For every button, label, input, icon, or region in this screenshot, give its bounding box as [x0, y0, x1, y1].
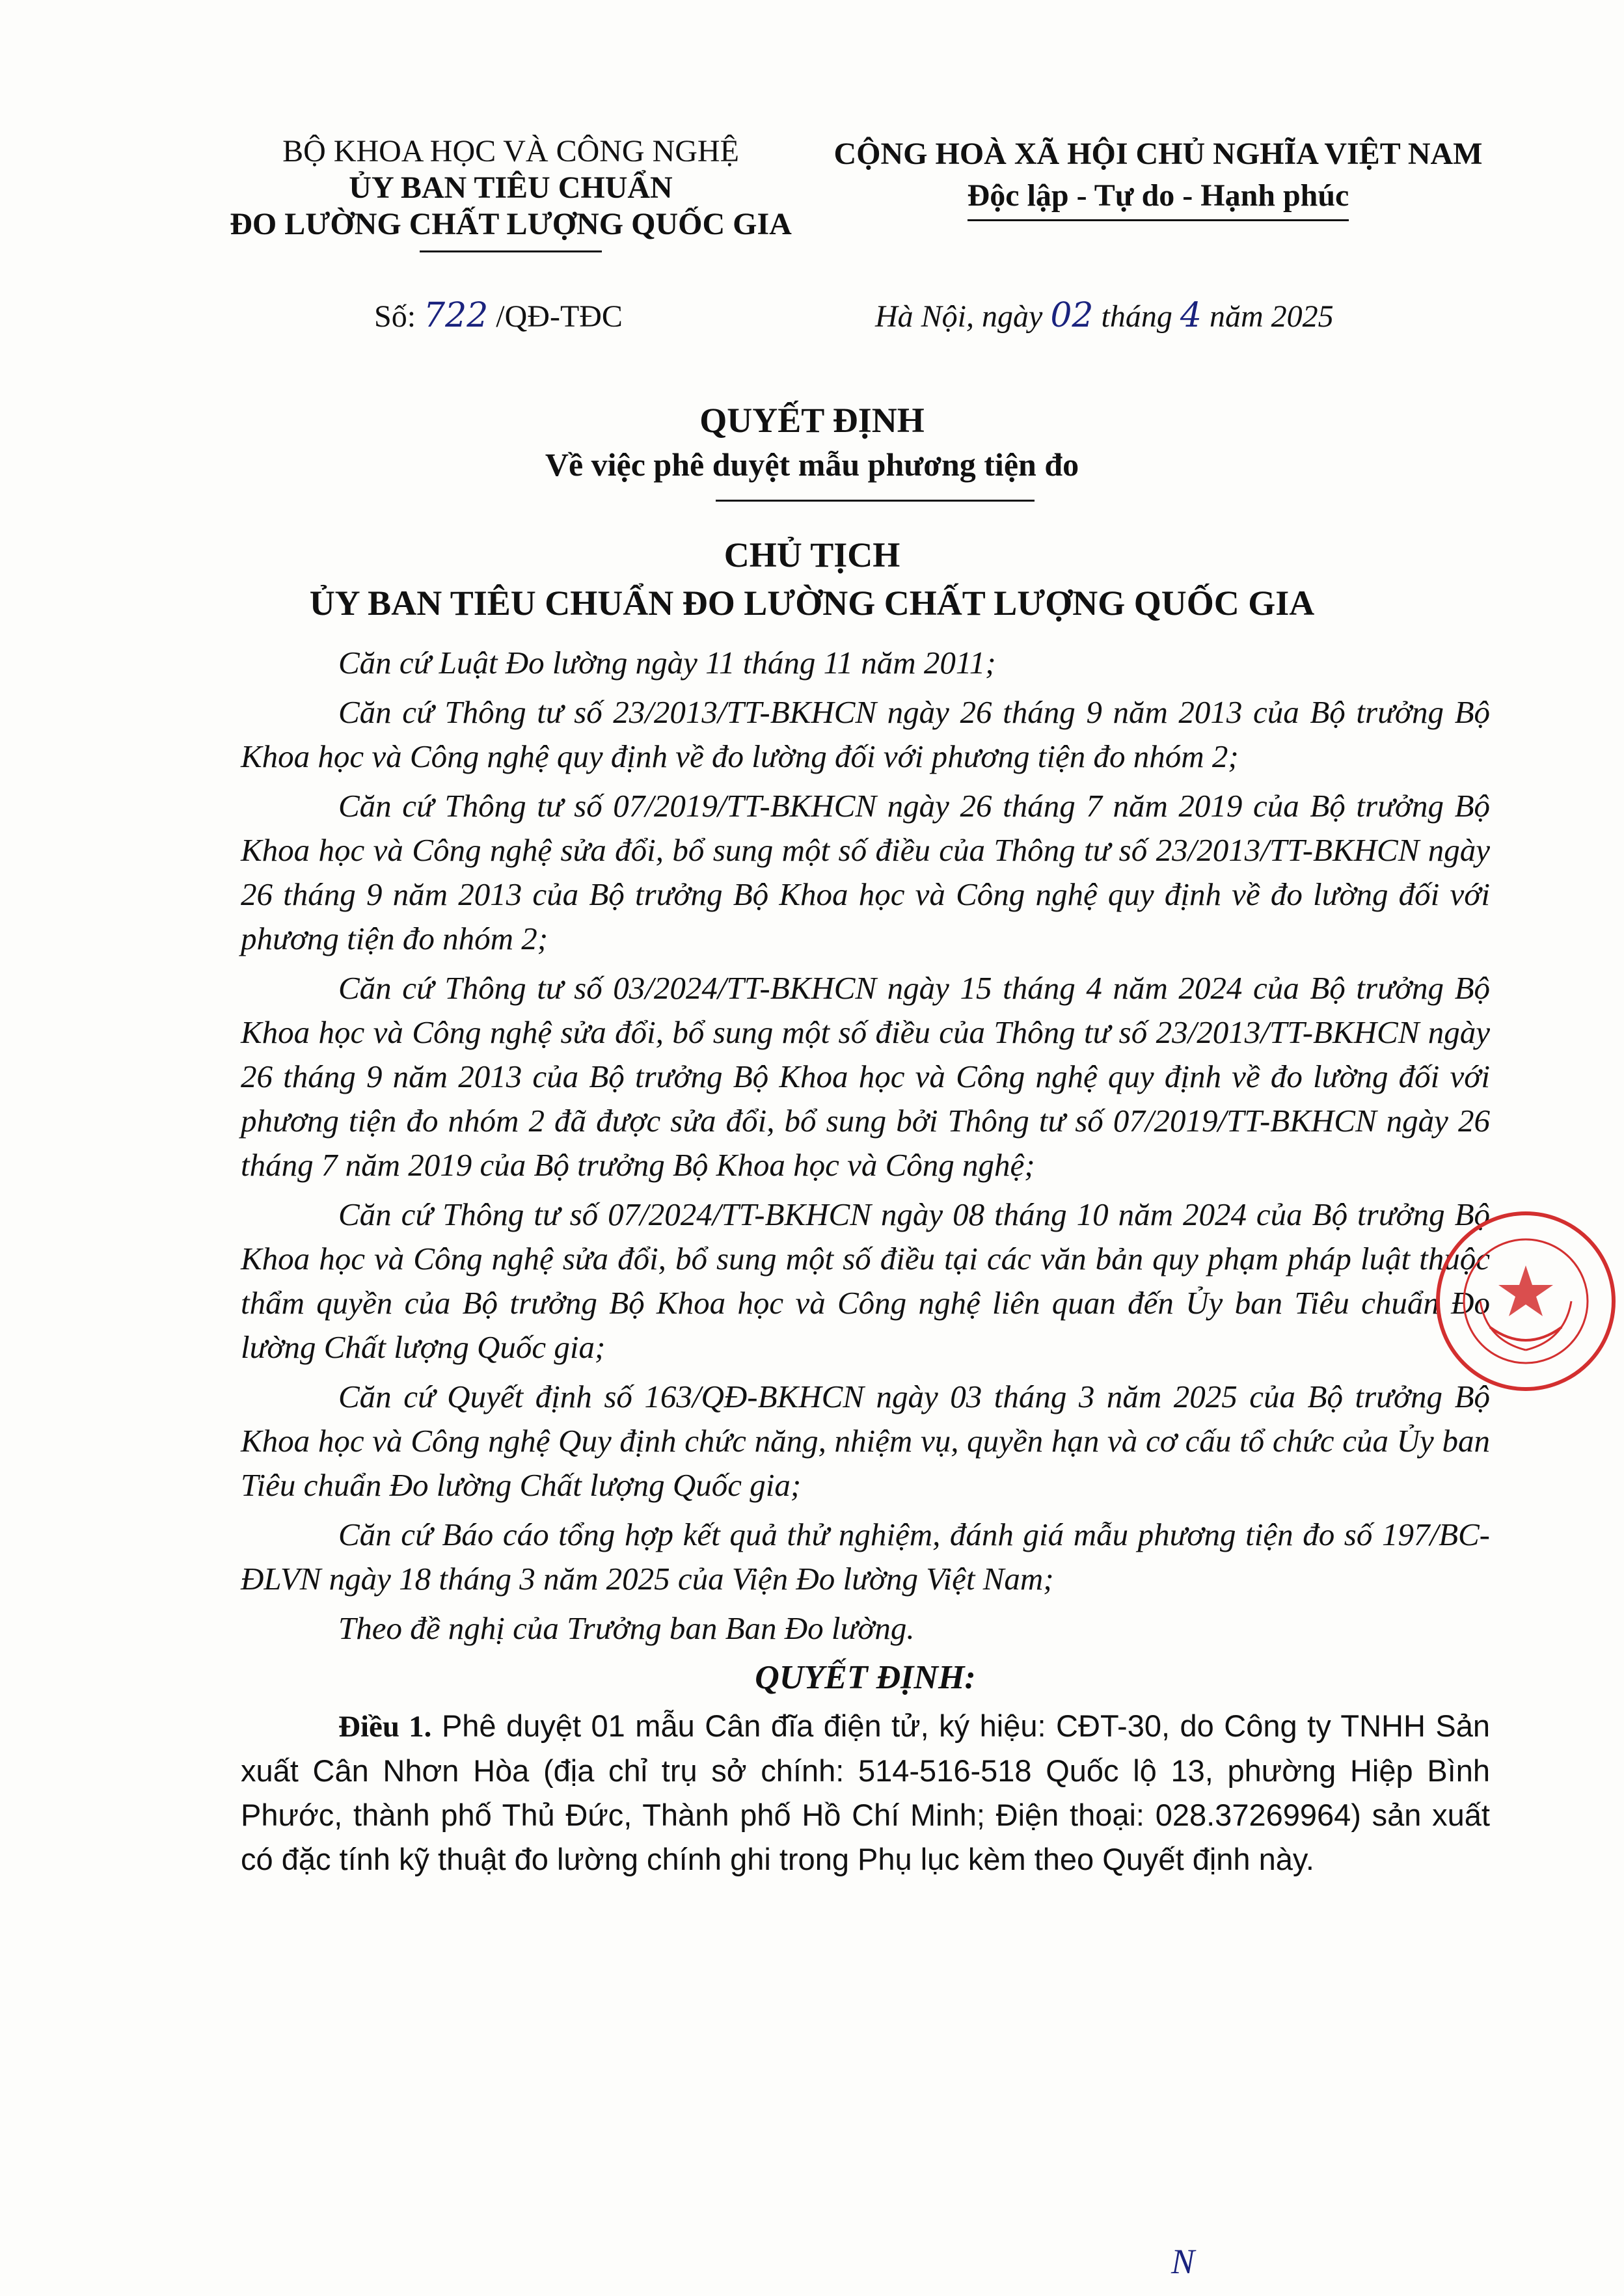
date-place: Hà Nội, ngày: [875, 299, 1043, 334]
date-day-handwritten: 02: [1050, 296, 1094, 335]
subject-underline: [716, 500, 1035, 502]
legal-basis-7: Căn cứ Báo cáo tổng hợp kết quả thử nghiệm, đánh giá mẫu phương tiện đo số 197/BC-ĐLVN ngày 18 tháng 3 năm 2025 của Viện Đo lường Việt Nam;: [241, 1517, 1490, 1597]
document-title: QUYẾT ĐỊNH: [699, 401, 925, 440]
date-month-handwritten: 4: [1180, 296, 1202, 335]
issuing-agency-block: [221, 133, 800, 252]
document-subject: Về việc phê duyệt mẫu phương tiện đo: [545, 446, 1079, 483]
legal-basis-2: Căn cứ Thông tư số 23/2013/TT-BKHCN ngày 26 tháng 9 năm 2013 của Bộ trưởng Bộ Khoa học và Công nghệ quy định về đo lường đối với phương tiện đo nhóm 2;: [241, 694, 1490, 774]
ministry-name: BỘ KHOA HỌC VÀ CÔNG NGHỆ: [282, 134, 739, 169]
doc-number-prefix: Số:: [374, 299, 416, 334]
country-name: CỘNG HOÀ XÃ HỘI CHỦ NGHĨA VIỆT NAM: [833, 137, 1483, 171]
national-header-block: [810, 133, 1506, 221]
legal-basis-4: Căn cứ Thông tư số 03/2024/TT-BKHCN ngày 15 tháng 4 năm 2024 của Bộ trưởng Bộ Khoa học và Công nghệ sửa đổi, bổ sung một số điều của Thông tư số 23/2013/TT-BKHCN ngày 26 tháng 9 năm 2013 của Bộ trưởng Bộ Khoa học và Công nghệ quy định về đo lường đối với phương tiện đo nhóm 2 đã được sửa đổi, bổ sung bởi Thông tư số 07/2019/TT-BKHCN ngày 26 tháng 7 năm 2019 của Bộ trưởng Bộ Khoa học và Công nghệ;: [241, 970, 1490, 1183]
proposal-basis: Theo đề nghị của Trưởng ban Ban Đo lường.: [338, 1610, 915, 1646]
date-year: năm 2025: [1209, 299, 1334, 334]
national-motto: Độc lập - Tự do - Hạnh phúc: [968, 175, 1349, 221]
decision-heading: QUYẾT ĐỊNH:: [755, 1659, 976, 1696]
agency-name-line1: ỦY BAN TIÊU CHUẨN: [349, 170, 673, 205]
legal-basis-3: Căn cứ Thông tư số 07/2019/TT-BKHCN ngày 26 tháng 7 năm 2019 của Bộ trưởng Bộ Khoa học và Công nghệ sửa đổi, bổ sung một số điều của Thông tư số 23/2013/TT-BKHCN ngày 26 tháng 9 năm 2013 của Bộ trưởng Bộ Khoa học và Công nghệ quy định về đo lường đối với phương tiện đo nhóm 2;: [241, 788, 1490, 956]
legal-basis-1: Căn cứ Luật Đo lường ngày 11 tháng 11 năm 2011;: [338, 645, 996, 681]
document-number: [374, 296, 623, 335]
legal-basis-6: Căn cứ Quyết định số 163/QĐ-BKHCN ngày 03 tháng 3 năm 2025 của Bộ trưởng Bộ Khoa học và Công nghệ Quy định chức năng, nhiệm vụ, quyền hạn và cơ cấu tổ chức của Ủy ban Tiêu chuẩn Đo lường Chất lượng Quốc gia;: [241, 1379, 1490, 1503]
document-body: [241, 641, 1490, 1887]
issuer-title: CHỦ TỊCH: [724, 535, 900, 574]
issuer-organization: ỦY BAN TIÊU CHUẨN ĐO LƯỜNG CHẤT LƯỢNG QUỐC GIA: [309, 584, 1315, 623]
page-initial-handwritten: N: [1171, 2242, 1195, 2281]
official-seal-icon: [1428, 1204, 1623, 1399]
doc-number-handwritten: 722: [424, 296, 489, 335]
article-1-label: Điều 1.: [338, 1710, 432, 1744]
date-month-label: tháng: [1101, 299, 1172, 334]
legal-basis-5: Căn cứ Thông tư số 07/2024/TT-BKHCN ngày 08 tháng 10 năm 2024 của Bộ trưởng Bộ Khoa học và Công nghệ sửa đổi, bổ sung một số điều tại các văn bản quy phạm pháp luật thuộc thẩm quyền của Bộ trưởng Bộ Khoa học và Công nghệ liên quan đến Ủy ban Tiêu chuẩn Đo lường Chất lượng Quốc gia;: [241, 1196, 1490, 1365]
document-date: [875, 296, 1334, 335]
agency-underline: [420, 250, 602, 252]
article-1-text: Phê duyệt 01 mẫu Cân đĩa điện tử, ký hiệu: CĐT-30, do Công ty TNHH Sản xuất Cân Nhơn Hòa (địa chỉ trụ sở chính: 514-516-518 Quốc lộ 13, phường Hiệp Bình Phước, thành phố Thủ Đức, Thành phố Hồ Chí Minh; Điện thoại: 028.37269964) sản xuất có đặc tính kỹ thuật đo lường chính ghi trong Phụ lục kèm theo Quyết định này.: [241, 1708, 1491, 1876]
article-1: [241, 1704, 1490, 1882]
doc-number-suffix: /QĐ-TĐC: [496, 299, 623, 334]
agency-name-line2: ĐO LƯỜNG CHẤT LƯỢNG QUỐC GIA: [230, 207, 792, 241]
